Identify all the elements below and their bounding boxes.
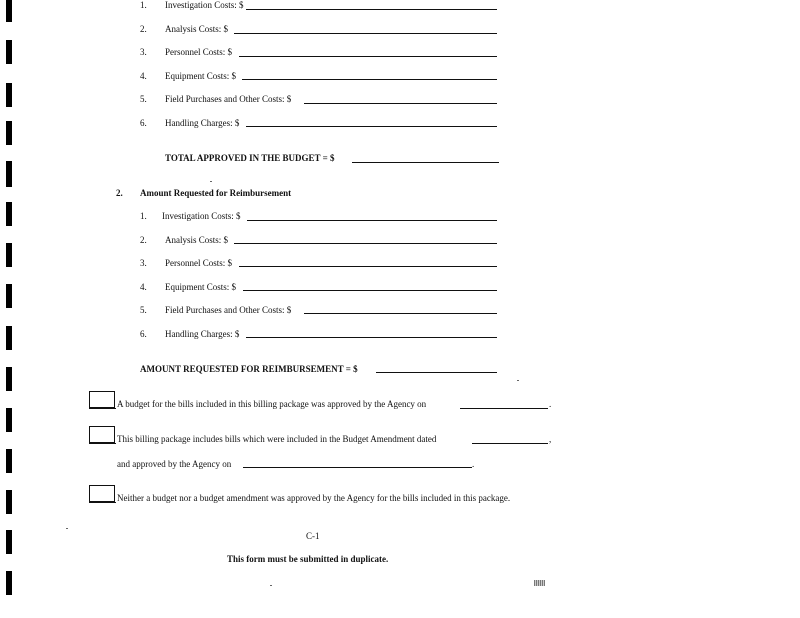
scan-artifact (534, 580, 545, 586)
budget-approved-checkbox[interactable] (89, 391, 115, 408)
item-label: Equipment Costs: $ (165, 282, 237, 292)
binder-mark (6, 40, 12, 64)
item-number: 3. (140, 47, 147, 57)
total-approved-field[interactable] (352, 162, 499, 163)
binder-mark (6, 530, 12, 554)
binder-mark (6, 326, 12, 350)
amendment-date-field[interactable] (472, 443, 548, 444)
field-purchases-field[interactable] (304, 313, 497, 314)
handling-charges-field[interactable] (246, 337, 497, 338)
scan-speck (517, 380, 519, 381)
binder-mark (6, 449, 12, 473)
section2-number: 2. (116, 188, 123, 198)
item-number: 3. (140, 258, 147, 268)
section2-heading: Amount Requested for Reimbursement (140, 188, 292, 198)
amount-requested-label: AMOUNT REQUESTED FOR REIMBURSEMENT = $ (140, 364, 358, 374)
binder-mark (6, 243, 12, 267)
binder-mark (6, 571, 12, 595)
amendment-approved-date-field[interactable] (243, 467, 472, 468)
item-label: Field Purchases and Other Costs: $ (165, 94, 292, 104)
binder-mark (6, 83, 12, 107)
item-label: Personnel Costs: $ (165, 47, 233, 57)
amendment-checkbox[interactable] (89, 426, 115, 443)
budget-approved-date-field[interactable] (460, 408, 548, 409)
item-label: Analysis Costs: $ (165, 235, 229, 245)
checkbox-baseline (89, 408, 116, 409)
item-number: 2. (140, 24, 147, 34)
scan-speck (210, 181, 212, 182)
item-label: Analysis Costs: $ (165, 24, 229, 34)
item-number: 6. (140, 118, 147, 128)
item-number: 5. (140, 305, 147, 315)
analysis-costs-field[interactable] (234, 243, 497, 244)
personnel-costs-field[interactable] (239, 266, 497, 267)
item-number: 2. (140, 235, 147, 245)
budget-approved-text: A budget for the bills included in this billing package was approved by the Agency on (117, 399, 427, 409)
investigation-costs-field[interactable] (247, 220, 497, 221)
total-approved-label: TOTAL APPROVED IN THE BUDGET = $ (165, 153, 335, 163)
binder-mark (6, 0, 12, 22)
period: . (472, 459, 475, 469)
item-label: Personnel Costs: $ (165, 258, 233, 268)
neither-checkbox[interactable] (89, 485, 115, 502)
scan-speck (66, 528, 68, 529)
amendment-text: This billing package includes bills which were included in the Budget Amendment dated (117, 434, 437, 444)
item-label: Handling Charges: $ (165, 329, 240, 339)
investigation-costs-field[interactable] (246, 9, 497, 10)
field-purchases-field[interactable] (304, 103, 497, 104)
amendment-cont-text: and approved by the Agency on (117, 459, 232, 469)
checkbox-baseline (89, 443, 116, 444)
analysis-costs-field[interactable] (234, 33, 497, 34)
binder-mark (6, 202, 12, 226)
checkbox-baseline (89, 502, 116, 503)
page-number: C-1 (306, 531, 320, 541)
scan-speck (270, 585, 272, 586)
item-number: 4. (140, 71, 147, 81)
binder-mark (6, 490, 12, 514)
equipment-costs-field[interactable] (243, 290, 497, 291)
item-number: 1. (140, 211, 147, 221)
item-number: 6. (140, 329, 147, 339)
period: . (549, 399, 552, 409)
personnel-costs-field[interactable] (239, 56, 497, 57)
item-label: Field Purchases and Other Costs: $ (165, 305, 292, 315)
duplicate-note: This form must be submitted in duplicate. (227, 554, 389, 564)
item-number: 5. (140, 94, 147, 104)
neither-text: Neither a budget nor a budget amendment was approved by the Agency for the bills included in this package. (117, 493, 511, 503)
binder-mark (6, 121, 12, 145)
binder-mark (6, 161, 12, 187)
equipment-costs-field[interactable] (242, 79, 497, 80)
binder-mark (6, 408, 12, 432)
item-label: Investigation Costs: $ (162, 211, 241, 221)
binder-mark (6, 284, 12, 308)
binder-mark (6, 367, 12, 391)
item-number: 1. (140, 0, 147, 10)
handling-charges-field[interactable] (246, 126, 497, 127)
amount-requested-field[interactable] (376, 372, 497, 373)
item-label: Equipment Costs: $ (165, 71, 237, 81)
item-number: 4. (140, 282, 147, 292)
item-label: Investigation Costs: $ (165, 0, 244, 10)
item-label: Handling Charges: $ (165, 118, 240, 128)
comma: , (549, 434, 552, 444)
